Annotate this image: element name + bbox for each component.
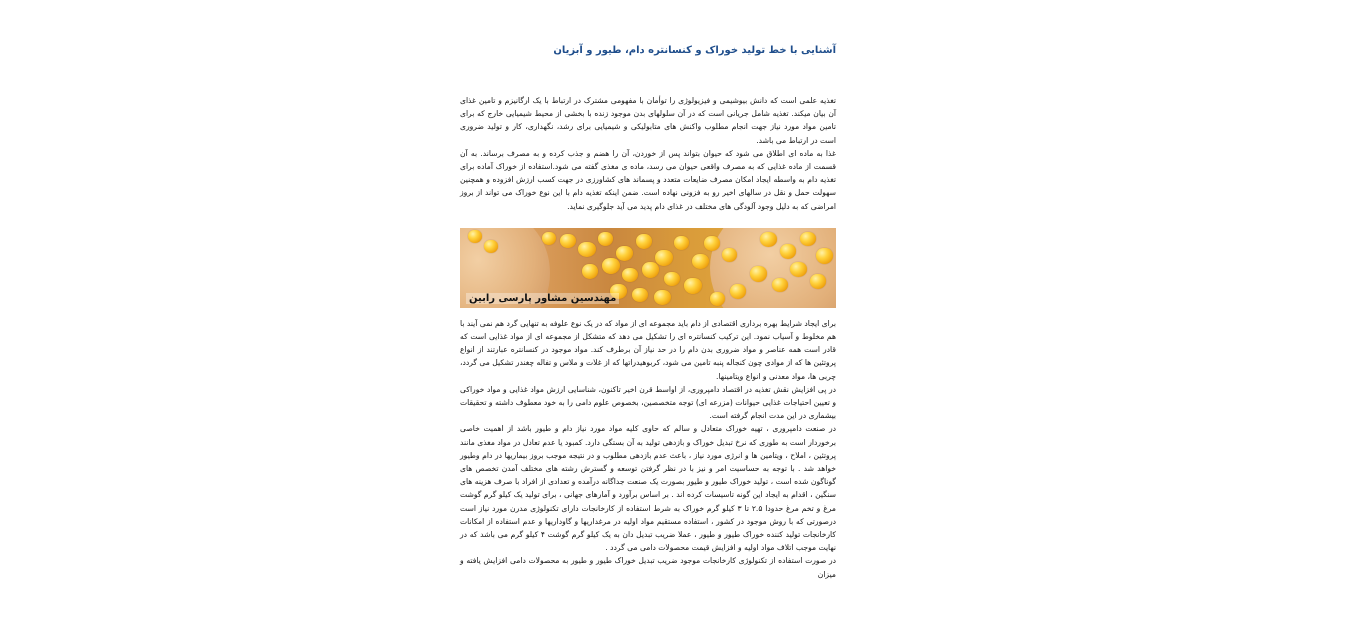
document-title: آشنایی با خط تولید خوراک و کنسانتره دام، طیور و آبزیان — [553, 45, 836, 56]
corn-kernel — [772, 278, 788, 292]
document-page — [460, 44, 836, 581]
corn-kernel — [582, 264, 598, 279]
corn-kernel — [704, 236, 720, 251]
corn-kernel — [664, 272, 680, 286]
corn-kernels-photo — [460, 228, 836, 308]
corn-kernel — [692, 254, 709, 269]
corn-kernel — [468, 230, 482, 243]
corn-kernel — [616, 246, 633, 261]
body-paragraph-1: برای ایجاد شرایط بهره برداری اقتصادی از دام باید مجموعه ای از مواد که در یک نوع علوفه به تنهایی گرد هم نمی آیند با هم مخلوط و آسیاب نمود. این ترکیب کنسانتره ای را تشکیل می دهد که متشکل از مجموعه ای از مواد غذایی است که قادر است همه عناصر و مواد ضروری بدن دام را در حد نیاز آن برطرف کند. مواد موجود در کنسانتره عبارتند از انواع پروتئین ها که از موادی چون کنجاله پنبه تامین می شود، کربوهیدراتها که از غلات و ملاس و تفاله چغندر تشکیل می گردد، چربی ها، مواد معدنی و انواع ویتامینها. — [460, 318, 836, 381]
corn-kernel — [750, 266, 767, 282]
corn-kernel — [642, 262, 659, 278]
intro-paragraph-1: تغذیه علمی است که دانش بیوشیمی و فیزیولوژی را توأمان با مفهومی مشترک در ارتباط با یک ارگانیزم و تامین غذای آن بیان میکند. تغذیه شامل جریانی است که در آن سلولهای بدن موجود زنده با بخشی از محیط شیمیایی خارج که برای تامین مواد مورد نیاز جهت انجام مطلوب واکنش های متابولیکی و شیمیایی برای رشد، نگهداری، کار و تولید ضروری است در ارتباط می باشد. — [460, 96, 836, 145]
corn-kernel — [684, 278, 702, 294]
body-paragraph-2: در پی افزایش نقش تغذیه در اقتصاد دامپروری، از اواسط قرن اخیر تاکنون، شناسایی ارزش مواد غذایی و مواد خوراکی و تعیین احتیاجات غذایی حیوانات (مزرعه ای) توجه متخصصین، بخصوص علوم دامی را به خود معطوف داشته و تحقیقات بیشماری در این مدت انجام گرفته است. — [460, 384, 836, 421]
image-watermark: مهندسین مشاور پارسی رابین — [466, 293, 619, 304]
corn-kernel — [816, 248, 833, 264]
corn-kernel — [674, 236, 689, 250]
corn-kernel — [602, 258, 620, 274]
corn-kernel — [636, 234, 652, 249]
corn-kernel — [780, 244, 796, 259]
body-paragraph-4: در صورت استفاده از تکنولوژی کارخانجات موجود ضریب تبدیل خوراک طیور و طیور به محصولات دامی افزایش یافته و میزان — [460, 556, 836, 579]
corn-kernel — [542, 232, 556, 245]
intro-paragraph-2: غذا به ماده ای اطلاق می شود که حیوان بتواند پس از خوردن، آن را هضم و جذب کرده و به مصرف برساند. به آن قسمت از ماده غذایی که به مصرف واقعی حیوان می رسد، ماده ی مغذی گفته می شود.استفاده از خوراک آماده برای تغذیه دام به واسطه ایجاد امکان مصرف ضایعات متعدد و پسماند های کشاورزی در جهت کسب ارزش افزوده و همچنین سهولت حمل و نقل در سالهای اخیر رو به فزونی نهاده است. ضمن اینکه تغذیه دام با این نوع خوراک می تواند از بروز امراضی که به دلیل وجود آلودگی های مختلف در غذای دام پدید می آید جلوگیری نماید. — [460, 148, 836, 211]
corn-kernel — [810, 274, 826, 289]
corn-kernel — [800, 232, 816, 246]
corn-kernel — [560, 234, 576, 248]
corn-kernel — [632, 288, 648, 302]
corn-kernel — [710, 292, 725, 306]
body-paragraph-3: در صنعت دامپروری ، تهیه خوراک متعادل و سالم که حاوی کلیه مواد مورد نیاز دام و طیور باشد از اهمیت خاصی برخوردار است به طوری که نرخ تبدیل خوراک و بازدهی تولید به آن بستگی دارد. کمبود یا عدم تعادل در مواد مغذی مانند پروتئین ، املاح ، ویتامین ها و انرژی مورد نیاز ، باعث عدم بازدهی مطلوب و در نتیجه موجب بروز بیماریها در دام وطیور خواهد شد . با توجه به حساسیت امر و نیز با در نظر گرفتن توسعه و گسترش رشته های مختلف آمدن تخصص های گوناگون شده است ، تولید خوراک طیور و طیور بصورت یک صنعت جداگانه درآمده و تعدادی از افراد با صرف هزینه های سنگین ، اقدام به ایجاد این گونه تاسیسات کرده اند . بر اساس برآورد و آمارهای جهانی ، برای تولید یک کیلو گرم گوشت مرغ و تخم مرغ حدودا ۲.۵ تا ۳ کیلو گرم خوراک به شرط استفاده از کارخانجات دارای تکنولوژی مدرن مورد نیاز است درصورتی که با روش موجود در کشور ، استفاده مستقیم مواد اولیه در مرغداریها و گاوداریها و عدم استفاده از امکانات کارخانجات تولید کننده خوراک طیور و طیور ، عملا ضریب تبدیل دان به یک کیلو گرم گوشت ۴ کیلو گرم می باشد که در نهایت موجب اتلاف مواد اولیه و افزایش قیمت محصولات دامی می گردد . — [460, 424, 836, 553]
corn-kernel — [730, 284, 746, 299]
corn-kernel — [760, 232, 777, 247]
corn-kernel — [578, 242, 596, 257]
corn-kernel — [790, 262, 807, 277]
corn-kernel — [654, 290, 671, 305]
corn-kernel — [622, 268, 638, 282]
corn-kernel — [598, 232, 613, 246]
corn-kernel — [655, 250, 673, 266]
corn-kernel — [722, 248, 737, 262]
corn-kernel — [484, 240, 498, 253]
